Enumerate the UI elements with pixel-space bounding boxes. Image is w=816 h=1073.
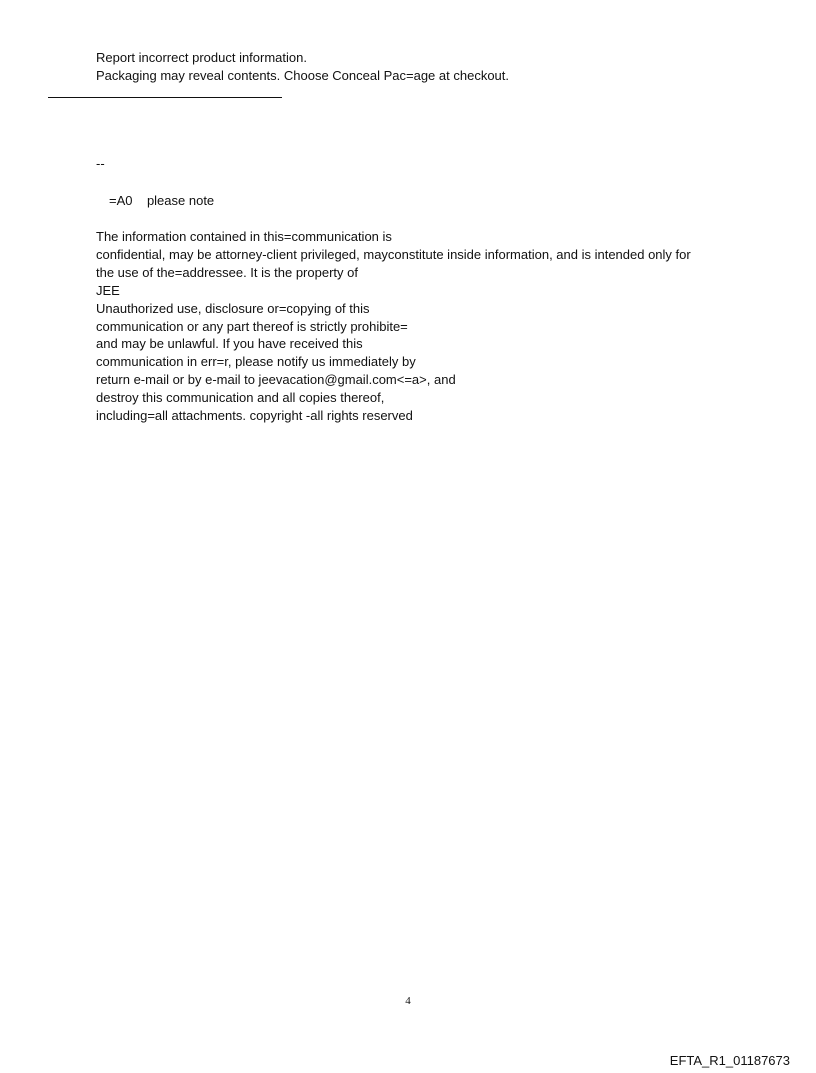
page-number: 4 <box>405 995 411 1007</box>
disclaimer-line: Unauthorized use, disclosure or=copying of this <box>96 300 370 316</box>
packaging-notice-line: Packaging may reveal contents. Choose Conceal Pac=age at checkout. <box>96 68 509 83</box>
disclaimer-line: JEE <box>96 282 120 298</box>
disclaimer-line: communication or any part thereof is strictly prohibite= <box>96 318 408 334</box>
please-note-line: =A0 please note <box>109 193 215 208</box>
signature-separator: -- <box>96 156 105 171</box>
disclaimer-line: The information contained in this=communication is <box>96 229 392 244</box>
disclaimer-line: the use of the=addressee. It is the property of <box>96 264 358 280</box>
horizontal-rule <box>48 97 282 98</box>
header-text-block <box>96 49 509 85</box>
disclaimer-line: return e-mail or by e-mail to jeevacation@gmail.com<=a>, and <box>96 372 456 388</box>
disclaimer-line: destroy this communication and all copies thereof, <box>96 390 385 406</box>
disclaimer-line: and may be unlawful. If you have received this <box>96 336 363 352</box>
confidentiality-disclaimer <box>96 228 691 425</box>
report-incorrect-info-line: Report incorrect product information. <box>96 50 307 65</box>
bates-number: EFTA_R1_01187673 <box>669 1053 790 1068</box>
disclaimer-line: including=all attachments. copyright -all rights reserved <box>96 408 413 424</box>
disclaimer-line: confidential, may be attorney-client privileged, mayconstitute inside information, and is intended only for <box>96 246 691 262</box>
disclaimer-line: communication in err=r, please notify us immediately by <box>96 354 416 370</box>
